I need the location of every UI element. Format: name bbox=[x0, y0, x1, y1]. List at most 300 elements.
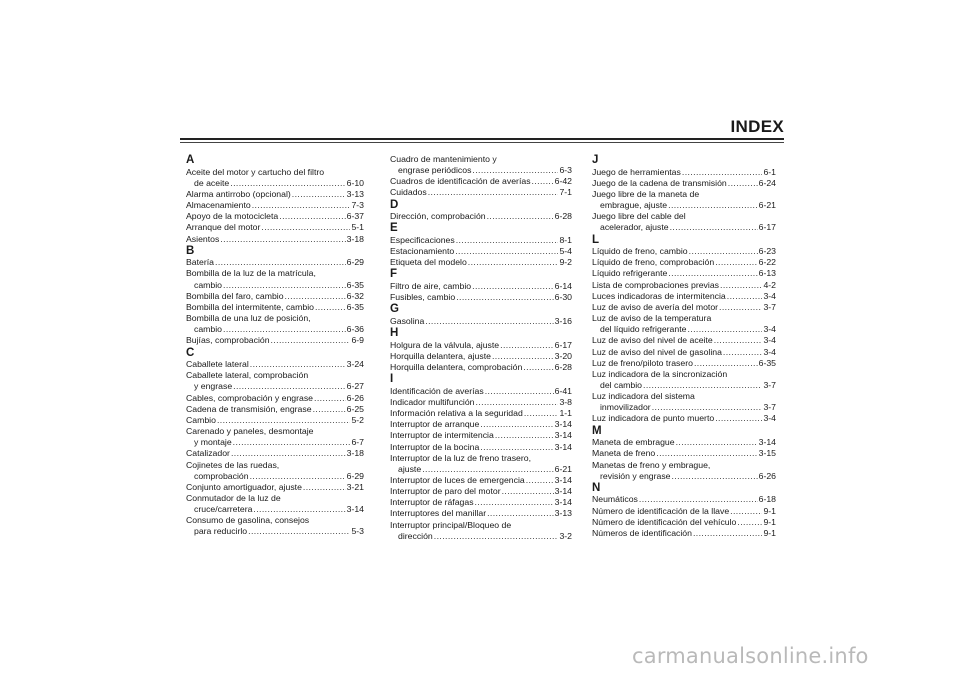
dot-leader bbox=[643, 380, 762, 391]
index-page-number: 6-3 bbox=[559, 165, 572, 176]
dot-leader bbox=[472, 281, 553, 292]
index-entry bbox=[390, 508, 572, 519]
index-page-number: 6-9 bbox=[351, 335, 364, 346]
index-entry bbox=[186, 437, 364, 448]
index-entry bbox=[390, 362, 572, 373]
dot-leader bbox=[475, 497, 554, 508]
dot-leader bbox=[428, 187, 559, 198]
dot-leader bbox=[472, 165, 558, 176]
index-page-number: 6-7 bbox=[351, 437, 364, 448]
index-page-number: 3-14 bbox=[554, 497, 572, 508]
index-entry-text: Interruptor de intermitencia bbox=[390, 430, 494, 441]
dot-leader bbox=[728, 178, 758, 189]
index-section-letter: H bbox=[390, 327, 399, 340]
index-page-number: 9-1 bbox=[763, 527, 776, 538]
index-entry bbox=[592, 200, 776, 211]
index-entry-text: Dirección, comprobación bbox=[390, 211, 486, 222]
index-page-number: 5-2 bbox=[351, 414, 364, 425]
index-page-number: 3-16 bbox=[554, 315, 572, 326]
index-section-letter: F bbox=[390, 268, 398, 281]
index-entry bbox=[390, 397, 572, 408]
dot-leader bbox=[233, 381, 345, 392]
index-entry-text: Carenado y paneles, desmontaje bbox=[186, 426, 314, 437]
index-entry-text: Interruptor de arranque bbox=[390, 419, 480, 430]
page-title: INDEX bbox=[730, 117, 784, 136]
index-entry-text: Apoyo de la motocicleta bbox=[186, 211, 279, 222]
index-page-number: 3-2 bbox=[559, 530, 572, 541]
index-entry bbox=[186, 359, 364, 370]
index-page-number: 3-13 bbox=[346, 188, 364, 199]
index-entry bbox=[186, 471, 364, 482]
dot-leader bbox=[303, 482, 346, 493]
index-entry-text: Bujías, comprobación bbox=[186, 335, 270, 346]
index-entry-text: Catalizador bbox=[186, 448, 230, 459]
index-entry bbox=[186, 234, 364, 245]
index-entry bbox=[186, 222, 364, 233]
dot-leader bbox=[693, 528, 762, 539]
dot-leader bbox=[250, 359, 346, 370]
index-section-letter: J bbox=[592, 154, 599, 166]
index-entry bbox=[592, 291, 776, 302]
index-entry-text: Interruptor principal/Bloqueo de bbox=[390, 519, 512, 530]
index-entry bbox=[390, 464, 572, 475]
index-entry bbox=[592, 280, 776, 291]
index-entry bbox=[592, 380, 776, 391]
index-page-number: 6-26 bbox=[758, 470, 776, 481]
dot-leader bbox=[217, 415, 351, 426]
dot-leader bbox=[676, 437, 758, 448]
index-page-number: 9-1 bbox=[763, 505, 776, 516]
index-entry bbox=[186, 415, 364, 426]
dot-leader bbox=[279, 211, 345, 222]
index-column-1 bbox=[186, 154, 364, 538]
watermark: carmanualsonline.info bbox=[632, 644, 869, 668]
index-entry bbox=[186, 178, 364, 189]
index-entry-text: Cables, comprobación y engrase bbox=[186, 392, 314, 403]
index-page-number: 3-14 bbox=[554, 419, 572, 430]
index-entry-text: Horquilla delantera, comprobación bbox=[390, 362, 523, 372]
index-page-number: 5-1 bbox=[351, 222, 364, 233]
index-page-number: 5-4 bbox=[559, 246, 572, 257]
index-entry-text: Luces indicadoras de intermitencia bbox=[592, 290, 726, 301]
index-page-number: 3-13 bbox=[554, 508, 572, 519]
index-entry-text: del líquido refrigerante bbox=[600, 324, 687, 335]
index-entry-text: Luz de freno/piloto trasero bbox=[592, 357, 693, 368]
index-entry-text: Cadena de transmisión, engrase bbox=[186, 403, 312, 414]
index-entry bbox=[390, 442, 572, 453]
index-entry bbox=[186, 189, 364, 200]
dot-leader bbox=[480, 442, 553, 453]
index-entry bbox=[186, 302, 364, 313]
index-entry-text: Luz de aviso de la temperatura bbox=[592, 313, 712, 324]
index-page-number: 6-17 bbox=[758, 222, 776, 233]
index-entry bbox=[390, 430, 572, 441]
dot-leader bbox=[456, 235, 559, 246]
index-page-number: 6-21 bbox=[554, 463, 572, 474]
index-entry-text: para reducirlo bbox=[194, 526, 248, 537]
index-page-number: 6-27 bbox=[346, 381, 364, 392]
index-entry-text: Interruptor de paro del motor bbox=[390, 486, 501, 497]
index-entry bbox=[186, 393, 364, 404]
index-page-number: 6-14 bbox=[554, 281, 572, 292]
index-entry bbox=[592, 246, 776, 257]
dot-leader bbox=[425, 316, 553, 327]
index-entry bbox=[186, 404, 364, 415]
index-page-number: 6-41 bbox=[554, 385, 572, 396]
index-entry-text: Horquilla delantera, ajuste bbox=[390, 350, 491, 361]
index-page-number: 3-14 bbox=[554, 430, 572, 441]
dot-leader bbox=[455, 246, 558, 257]
dot-leader bbox=[313, 404, 346, 415]
index-entry-text: Batería bbox=[186, 257, 215, 268]
index-entry-text: Luz de aviso de avería del motor bbox=[592, 301, 719, 312]
index-section-letter: B bbox=[186, 244, 195, 257]
dot-leader bbox=[476, 397, 559, 408]
index-entry bbox=[592, 528, 776, 539]
index-entry bbox=[390, 281, 572, 292]
dot-leader bbox=[492, 351, 554, 362]
dot-leader bbox=[502, 486, 554, 497]
dot-leader bbox=[250, 471, 346, 482]
dot-leader bbox=[687, 324, 762, 335]
index-page-number: 3-14 bbox=[554, 475, 572, 485]
dot-leader bbox=[314, 393, 346, 404]
index-entry-text: cruce/carretera bbox=[194, 504, 253, 515]
dot-leader bbox=[223, 324, 346, 335]
dot-leader bbox=[737, 517, 762, 528]
index-entry bbox=[390, 246, 572, 257]
index-page-number: 3-8 bbox=[559, 396, 572, 407]
index-entry bbox=[592, 413, 776, 424]
index-entry-text: Luz indicadora de punto muerto bbox=[592, 413, 715, 424]
index-entry-text: cambio bbox=[194, 324, 223, 335]
index-page-number: 6-10 bbox=[346, 177, 364, 188]
index-page-number: 3-4 bbox=[763, 346, 776, 357]
dot-leader bbox=[723, 347, 763, 358]
index-entry-text: Lista de comprobaciones previas bbox=[592, 279, 720, 290]
index-entry bbox=[186, 211, 364, 222]
index-entry-text: Consumo de gasolina, consejos bbox=[186, 515, 310, 526]
dot-leader bbox=[720, 280, 762, 291]
index-page-number: 6-24 bbox=[758, 177, 776, 188]
dot-leader bbox=[485, 386, 554, 397]
dot-leader bbox=[261, 222, 350, 233]
index-entry bbox=[390, 340, 572, 351]
dot-leader bbox=[670, 222, 758, 233]
index-entry-text: Bombilla del faro, cambio bbox=[186, 290, 284, 301]
index-page-number: 9-1 bbox=[763, 516, 776, 527]
dot-leader bbox=[727, 291, 763, 302]
index-entry bbox=[390, 408, 572, 419]
index-entry bbox=[186, 482, 364, 493]
index-page-number: 3-14 bbox=[346, 504, 364, 515]
index-entry-text: Cambio bbox=[186, 414, 216, 425]
index-entry-text: Identificación de averías bbox=[390, 385, 484, 396]
dot-leader bbox=[532, 176, 554, 187]
dot-leader bbox=[456, 292, 553, 303]
index-entry bbox=[592, 471, 776, 482]
dot-leader bbox=[422, 464, 553, 475]
index-page-number: 6-35 bbox=[758, 357, 776, 368]
index-section-letter: A bbox=[186, 154, 195, 166]
index-entry-text: Número de identificación del vehículo bbox=[592, 516, 737, 527]
index-page-number: 7-3 bbox=[351, 200, 364, 211]
index-entry bbox=[186, 381, 364, 392]
index-entry-text: Aceite del motor y cartucho del filtro bbox=[186, 166, 325, 177]
index-page-number: 6-22 bbox=[758, 257, 776, 268]
index-entry-text: Bombilla de una luz de posición, bbox=[186, 313, 311, 324]
dot-leader bbox=[231, 448, 346, 459]
index-entry bbox=[592, 347, 776, 358]
index-entry bbox=[390, 165, 572, 176]
index-page-number: 3-21 bbox=[346, 481, 364, 492]
index-page-number: 3-4 bbox=[763, 324, 776, 335]
dot-leader bbox=[480, 419, 553, 430]
index-column-2 bbox=[390, 154, 572, 542]
index-entry bbox=[592, 257, 776, 268]
index-entry-text: Alarma antirrobo (opcional) bbox=[186, 188, 291, 199]
index-entry-text: Caballete lateral, comprobación bbox=[186, 370, 309, 381]
index-entry bbox=[390, 292, 572, 303]
index-entry-text: Juego libre del cable del bbox=[592, 211, 686, 222]
index-page-number: 3-18 bbox=[346, 233, 364, 244]
index-entry bbox=[186, 280, 364, 291]
index-entry-text: Luz de aviso del nivel de aceite bbox=[592, 335, 713, 346]
index-page-number: 6-13 bbox=[758, 268, 776, 279]
index-entry bbox=[186, 504, 364, 515]
index-entry-text: Fusibles, cambio bbox=[390, 292, 456, 303]
index-entry-text: ajuste bbox=[398, 463, 422, 474]
index-entry bbox=[186, 257, 364, 268]
index-page-number: 6-37 bbox=[346, 211, 364, 222]
dot-leader bbox=[730, 506, 762, 517]
index-entry-text: Juego de herramientas bbox=[592, 166, 681, 177]
dot-leader bbox=[434, 531, 559, 542]
index-entry-text: Cuadros de identificación de averías bbox=[390, 176, 531, 187]
dot-leader bbox=[668, 200, 757, 211]
index-entry bbox=[592, 448, 776, 459]
dot-leader bbox=[271, 335, 351, 346]
title-rule-thin bbox=[180, 142, 784, 143]
index-entry-text: Juego libre de la maneta de bbox=[592, 188, 700, 199]
dot-leader bbox=[233, 437, 351, 448]
index-entry-text: Cuadro de mantenimiento y bbox=[390, 154, 497, 164]
index-entry bbox=[592, 167, 776, 178]
index-entry bbox=[592, 402, 776, 413]
index-entry-text: acelerador, ajuste bbox=[600, 222, 669, 233]
index-entry-text: Información relativa a la seguridad bbox=[390, 408, 523, 419]
index-entry bbox=[592, 494, 776, 505]
index-entry-text: Interruptor de la bocina bbox=[390, 441, 480, 452]
dot-leader bbox=[715, 413, 762, 424]
index-entry bbox=[592, 437, 776, 448]
index-entry-text: Luz indicadora de la sincronización bbox=[592, 368, 728, 379]
dot-leader bbox=[487, 211, 554, 222]
index-entry bbox=[592, 358, 776, 369]
index-page-number: 8-1 bbox=[559, 234, 572, 245]
index-section-letter: N bbox=[592, 481, 601, 494]
dot-leader bbox=[315, 302, 346, 313]
index-page-number: 3-4 bbox=[763, 335, 776, 346]
index-entry-text: comprobación bbox=[194, 470, 249, 481]
index-entry-text: Maneta de freno bbox=[592, 448, 656, 459]
index-entry-text: y montaje bbox=[194, 437, 232, 448]
dot-leader bbox=[468, 257, 559, 268]
index-section-letter: I bbox=[390, 373, 394, 386]
dot-leader bbox=[639, 494, 758, 505]
index-page-number: 3-14 bbox=[554, 441, 572, 452]
dot-leader bbox=[487, 508, 554, 519]
index-entry bbox=[592, 268, 776, 279]
title-rule-thick bbox=[180, 138, 784, 140]
index-page-number: 3-14 bbox=[554, 486, 572, 497]
index-entry bbox=[592, 335, 776, 346]
index-entry-text: del cambio bbox=[600, 380, 643, 390]
index-entry bbox=[186, 200, 364, 211]
dot-leader bbox=[694, 358, 758, 369]
dot-leader bbox=[652, 402, 763, 413]
index-section-letter: G bbox=[390, 303, 399, 316]
dot-leader bbox=[689, 246, 758, 257]
index-entry-text: embrague, ajuste bbox=[600, 200, 668, 211]
index-page-number: 3-15 bbox=[758, 448, 776, 459]
index-entry-text: Indicador multifunción bbox=[390, 396, 475, 407]
index-page-number: 6-36 bbox=[346, 324, 364, 335]
index-entry-text: Filtro de aire, cambio bbox=[390, 281, 472, 292]
index-page-number: 3-20 bbox=[554, 350, 572, 361]
index-page-number: 3-4 bbox=[763, 413, 776, 424]
index-page-number: 6-29 bbox=[346, 257, 364, 268]
index-entry bbox=[390, 257, 572, 268]
index-entry bbox=[186, 324, 364, 335]
index-entry bbox=[592, 178, 776, 189]
index-column-3 bbox=[592, 154, 776, 539]
index-page-number: 7-1 bbox=[559, 187, 572, 198]
index-entry bbox=[592, 506, 776, 517]
index-entry bbox=[390, 351, 572, 362]
index-entry bbox=[390, 475, 572, 486]
dot-leader bbox=[656, 448, 757, 459]
index-entry-text: Juego de la cadena de transmisión bbox=[592, 177, 727, 188]
index-page-number: 3-7 bbox=[763, 402, 776, 413]
index-entry bbox=[592, 222, 776, 233]
dot-leader bbox=[220, 234, 345, 245]
index-entry-text: engrase periódicos bbox=[398, 165, 472, 176]
index-entry-text: Interruptor de luces de emergencia bbox=[390, 475, 525, 485]
dot-leader bbox=[526, 475, 554, 486]
index-section-letter: E bbox=[390, 222, 398, 235]
index-entry-text: revisión y engrase bbox=[600, 470, 671, 481]
index-page-number: 6-42 bbox=[554, 176, 572, 187]
dot-leader bbox=[500, 340, 553, 351]
index-entry-text: Gasolina bbox=[390, 315, 425, 326]
index-entry-text: Etiqueta del modelo bbox=[390, 257, 467, 268]
index-page-number: 3-7 bbox=[763, 380, 776, 390]
index-entry-text: Bombilla del intermitente, cambio bbox=[186, 301, 314, 312]
index-page-number: 1-1 bbox=[559, 408, 572, 419]
index-entry-text: Asientos bbox=[186, 233, 220, 244]
index-page-number: 6-26 bbox=[346, 392, 364, 403]
index-page-number: 6-32 bbox=[346, 290, 364, 301]
index-entry bbox=[390, 497, 572, 508]
dot-leader bbox=[714, 335, 763, 346]
dot-leader bbox=[523, 362, 553, 373]
index-page-number: 3-14 bbox=[758, 437, 776, 448]
index-entry-text: Cuidados bbox=[390, 187, 427, 198]
dot-leader bbox=[215, 257, 346, 268]
index-page-number: 5-3 bbox=[351, 526, 364, 537]
index-entry-text: y engrase bbox=[194, 381, 233, 392]
index-entry-text: Líquido de freno, cambio bbox=[592, 246, 688, 257]
index-entry bbox=[186, 526, 364, 537]
dot-leader bbox=[252, 200, 351, 211]
index-entry bbox=[390, 235, 572, 246]
index-entry-text: Líquido de freno, comprobación bbox=[592, 257, 715, 268]
index-entry-text: Manetas de freno y embrague, bbox=[592, 459, 711, 470]
index-page-number: 6-35 bbox=[346, 301, 364, 312]
index-entry bbox=[592, 302, 776, 313]
index-entry bbox=[390, 486, 572, 497]
index-entry-text: Maneta de embrague bbox=[592, 437, 675, 448]
index-page-number: 6-28 bbox=[554, 362, 572, 372]
index-entry-text: Bombilla de la luz de la matrícula, bbox=[186, 268, 316, 279]
index-page-number: 6-30 bbox=[554, 292, 572, 303]
dot-leader bbox=[223, 280, 346, 291]
index-entry bbox=[390, 211, 572, 222]
index-entry-text: dirección bbox=[398, 530, 433, 541]
index-entry-text: Interruptores del manillar bbox=[390, 508, 487, 519]
index-entry bbox=[186, 291, 364, 302]
index-page-number: 6-35 bbox=[346, 279, 364, 290]
index-entry bbox=[390, 386, 572, 397]
index-page-number: 6-23 bbox=[758, 246, 776, 257]
dot-leader bbox=[495, 430, 554, 441]
index-entry bbox=[390, 187, 572, 198]
dot-leader bbox=[682, 167, 763, 178]
index-entry bbox=[186, 448, 364, 459]
index-entry-text: inmovilizador bbox=[600, 402, 651, 413]
index-entry-text: Interruptor de ráfagas bbox=[390, 497, 474, 508]
index-entry-text: Número de identificación de la llave bbox=[592, 505, 730, 516]
index-entry-text: Neumáticos bbox=[592, 494, 638, 505]
index-entry-text: Cojinetes de las ruedas, bbox=[186, 459, 280, 470]
index-entry-text: Números de identificación bbox=[592, 527, 692, 538]
dot-leader bbox=[719, 302, 762, 313]
index-page-number: 6-17 bbox=[554, 339, 572, 350]
index-entry bbox=[390, 316, 572, 327]
index-page-number: 3-4 bbox=[763, 290, 776, 301]
index-entry bbox=[592, 324, 776, 335]
index-entry-text: Conmutador de la luz de bbox=[186, 493, 281, 503]
index-page-number: 6-29 bbox=[346, 470, 364, 481]
dot-leader bbox=[248, 526, 350, 537]
index-entry-text: de aceite bbox=[194, 177, 230, 188]
index-entry-text: Luz de aviso del nivel de gasolina bbox=[592, 346, 722, 357]
index-page-number: 6-18 bbox=[758, 494, 776, 505]
index-entry-text: Luz indicadora del sistema bbox=[592, 391, 695, 402]
index-entry-text: Líquido refrigerante bbox=[592, 268, 668, 279]
index-page-number: 6-25 bbox=[346, 403, 364, 414]
dot-leader bbox=[285, 291, 346, 302]
index-section-letter: M bbox=[592, 424, 602, 437]
index-entry-text: Conjunto amortiguador, ajuste bbox=[186, 481, 302, 492]
index-page-number: 3-24 bbox=[346, 359, 364, 370]
index-entry-text: Caballete lateral bbox=[186, 359, 249, 370]
index-entry-text: Holgura de la válvula, ajuste bbox=[390, 339, 500, 350]
index-page-number: 6-28 bbox=[554, 211, 572, 222]
index-page-number: 6-21 bbox=[758, 200, 776, 211]
index-entry-text: Arranque del motor bbox=[186, 222, 261, 233]
